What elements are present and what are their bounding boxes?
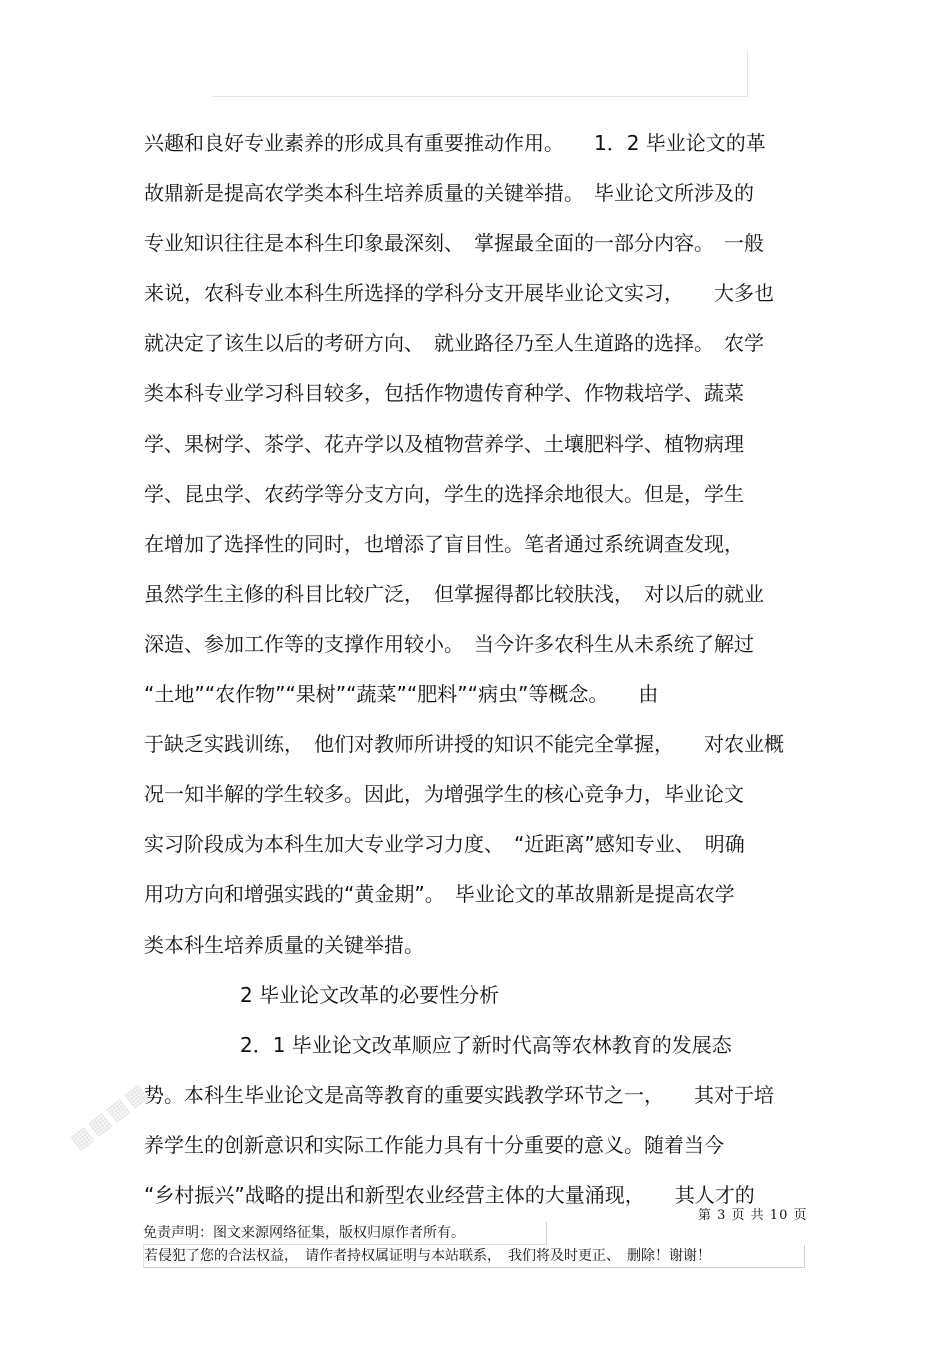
paragraph-line: 兴趣和良好专业素养的形成具有重要推动作用。 1．2 毕业论文的革 <box>144 131 766 155</box>
paragraph-line: 学、果树学、茶学、花卉学以及植物营养学、土壤肥料学、植物病理 <box>144 431 744 456</box>
paragraph-line: 用功方向和增强实践的“黄金期”。 毕业论文的革故鼎新是提高农学 <box>144 882 735 907</box>
header-divider-vertical <box>747 50 748 97</box>
page-number: 第 3 页 共 10 页 <box>698 1208 808 1223</box>
document-body <box>144 118 814 1220</box>
disclaimer-line-1: 免责声明：图文来源网络征集，版权归原作者所有。 <box>143 1222 547 1245</box>
paragraph-line: 类本科生培养质量的关键举措。 <box>144 932 424 957</box>
paragraph-line: 在增加了选择性的同时，也增添了盲目性。笔者通过系统调查发现， <box>144 531 744 556</box>
paragraph-line: 于缺乏实践训练， 他们对教师所讲授的知识不能完全掌握， 对农业概 <box>144 732 784 757</box>
paragraph-line: 养学生的创新意识和实际工作能力具有十分重要的意义。随着当今 <box>144 1132 724 1157</box>
paragraph-line: 来说，农科专业本科生所选择的学科分支开展毕业论文实习， 大多也 <box>144 281 774 306</box>
paragraph-line: 故鼎新是提高农学类本科生培养质量的关键举措。 毕业论文所涉及的 <box>144 181 754 206</box>
paragraph-line: 专业知识往往是本科生印象最深刻、 掌握最全面的一部分内容。 一般 <box>144 231 764 256</box>
paragraph-line: 虽然学生主修的科目比较广泛， 但掌握得都比较肤浅， 对以后的就业 <box>144 581 764 606</box>
paragraph-line: 实习阶段成为本科生加大专业学习力度、 “近距离”感知专业、 明确 <box>144 832 745 857</box>
paragraph-line: 就决定了该生以后的考研方向、 就业路径乃至人生道路的选择。 农学 <box>144 331 764 356</box>
section-heading: 2 毕业论文改革的必要性分析 <box>240 982 500 1007</box>
paragraph-line: 深造、参加工作等的支撑作用较小。 当今许多农科生从未系统了解过 <box>144 631 754 656</box>
paragraph-line: 类本科专业学习科目较多，包括作物遗传育种学、作物栽培学、蔬菜 <box>144 381 744 406</box>
paragraph-line: “乡村振兴”战略的提出和新型农业经营主体的大量涌现， 其人才的 <box>144 1182 755 1207</box>
subsection-heading: 2．1 毕业论文改革顺应了新时代高等农林教育的发展态 <box>240 1032 732 1057</box>
paragraph-line: 学、昆虫学、农药学等分支方向，学生的选择余地很大。但是，学生 <box>144 481 744 506</box>
disclaimer-line-2: 若侵犯了您的合法权益， 请作者持权属证明与本站联系， 我们将及时更正、 删除！谢谢！ <box>143 1245 805 1268</box>
header-divider <box>213 96 748 97</box>
paragraph-line: 况一知半解的学生较多。因此，为增强学生的核心竞争力，毕业论文 <box>144 782 744 807</box>
paragraph-line: “土地”“农作物”“果树”“蔬菜”“肥料”“病虫”等概念。 由 <box>144 682 659 707</box>
disclaimer-box <box>143 1222 805 1268</box>
watermark-logo: ▦▦▦▦ <box>66 1078 154 1155</box>
paragraph-line: 势。本科生毕业论文是高等教育的重要实践教学环节之一， 其对于培 <box>144 1082 774 1107</box>
